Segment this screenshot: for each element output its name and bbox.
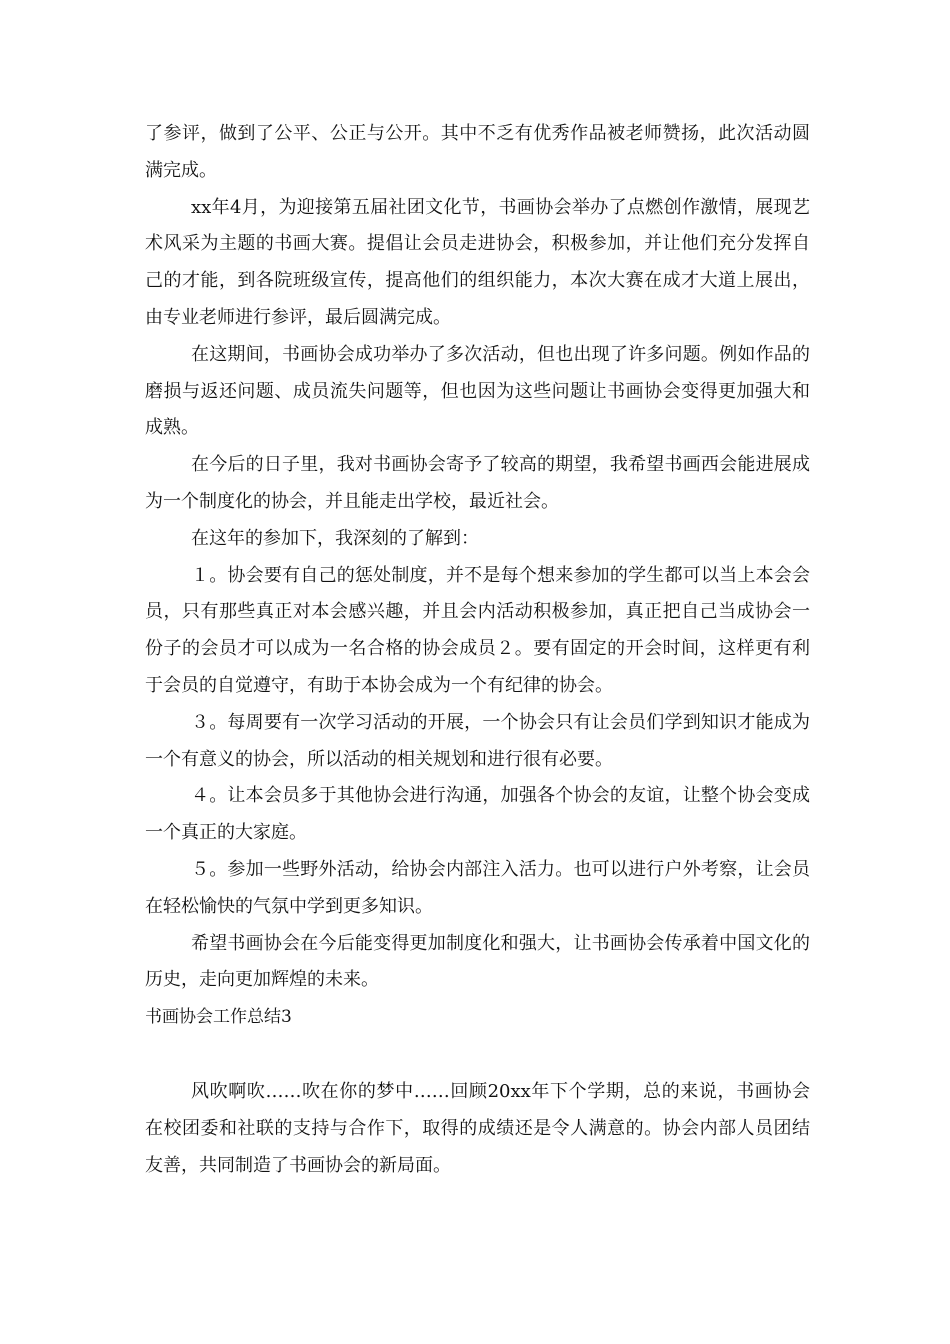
paragraph-hope: 希望书画协会在今后能变得更加制度化和强大，让书画协会传承着中国文化的历史，走向更加辉煌的未来。 [145,932,810,991]
paragraph-continuation: 了参评，做到了公平、公正与公开。其中不乏有优秀作品被老师赞扬，此次活动圆满完成。 [145,123,810,181]
list-item-1-2: １。协会要有自己的惩处制度，并不是每个想来参加的学生都可以当上本会会员，只有那些真正对本会感兴趣，并且会内活动积极参加，真正把自己当成协会一份子的会员才可以成为一名合格的协会成员２。要有固定的开会时间，这样更有利于会员的自觉遵守，有助于本协会成为一个有纪律的协会。 [145,564,810,696]
paragraph-review-intro: 风吹啊吹……吹在你的梦中……回顾20xx年下个学期，总的来说，书画协会在校团委和社联的支持与合作下，取得的成绩还是令人满意的。协会内部人员团结友善，共同制造了书画协会的新局面。 [145,1080,810,1176]
list-item-5: ５。参加一些野外活动，给协会内部注入活力。也可以进行户外考察，让会员在轻松愉快的气氛中学到更多知识。 [145,858,810,917]
paragraph-problems: 在这期间，书画协会成功举办了多次活动，但也出现了许多问题。例如作品的磨损与返还问题、成员流失问题等，但也因为这些问题让书画协会变得更加强大和成熟。 [145,343,810,439]
section-heading: 书画协会工作总结3 [145,1007,292,1028]
list-item-4: ４。让本会员多于其他协会进行沟通，加强各个协会的友谊，让整个协会变成一个真正的大家庭。 [145,785,810,844]
blank-line [145,1036,810,1074]
list-item-3: ３。每周要有一次学习活动的开展，一个协会只有让会员们学到知识才能成为一个有意义的协会，所以活动的相关规划和进行很有必要。 [145,711,810,770]
paragraph-expectations: 在今后的日子里，我对书画协会寄予了较高的期望，我希望书画西会能进展成为一个制度化的协会，并且能走出学校，最近社会。 [145,454,810,512]
document-body [145,116,810,1184]
paragraph-lessons-intro: 在这年的参加下，我深刻的了解到： [191,527,479,549]
paragraph-art-contest: xx年4月，为迎接第五届社团文化节，书画协会举办了点燃创作激情，展现艺术风采为主题的书画大赛。提倡让会员走进协会，积极参加，并让他们充分发挥自己的才能，到各院班级宣传，提高他们的组织能力，本次大赛在成才大道上展出，由专业老师进行参评，最后圆满完成。 [145,196,810,328]
